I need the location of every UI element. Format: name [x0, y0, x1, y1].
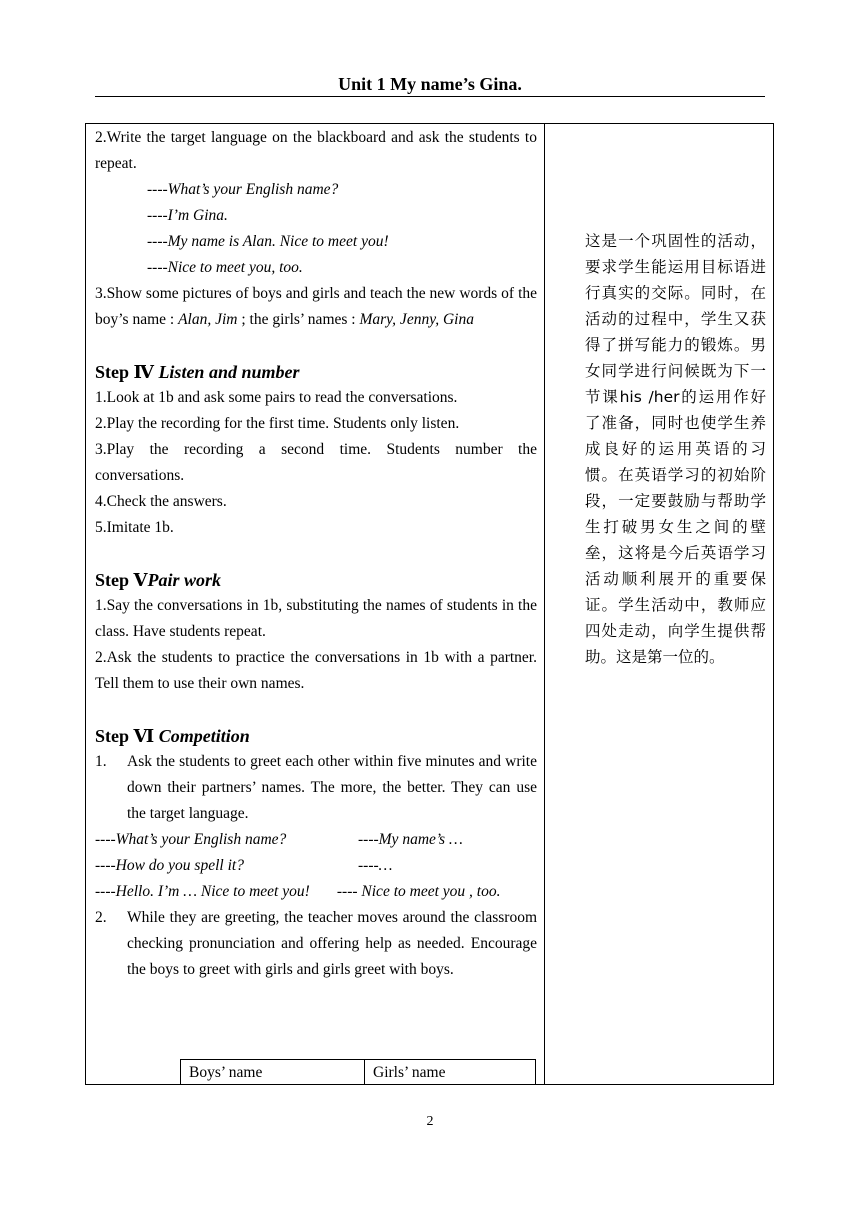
- step4-heading: [95, 359, 537, 385]
- dialog-line: ----What’s your English name?: [147, 181, 339, 198]
- paragraph-write: 2.Write the target language on the blackboard and ask the students to repeat.: [95, 129, 537, 172]
- comment-column: [554, 228, 766, 670]
- dialog-line: ----What’s your English name?: [95, 831, 287, 848]
- names-table: [180, 1059, 536, 1085]
- dialog-row: [95, 827, 537, 853]
- list-item: 3.Play the recording a second time. Students number the conversations.: [95, 441, 537, 484]
- column-divider: [544, 123, 545, 1085]
- procedure-column: [95, 125, 537, 983]
- dialog-line: ----My name’s …: [358, 831, 463, 848]
- dialog-line: ----Nice to meet you, too.: [147, 259, 303, 276]
- page-number: 2: [426, 1114, 434, 1129]
- item-number: 1.: [95, 753, 107, 770]
- item-text: While they are greeting, the teacher moves around the classroom checking pronunciation and offering help as needed. Encourage the boys to greet with girls and girls greet with boys.: [127, 909, 537, 978]
- step-title: Pair work: [147, 570, 221, 590]
- dialog-line: ----I’m Gina.: [147, 207, 228, 224]
- list-item: 2.Ask the students to practice the conversations in 1b with a partner. Tell them to use their own names.: [95, 649, 537, 692]
- step-title: Listen and number: [158, 362, 300, 382]
- list-item: [95, 905, 537, 983]
- girls-name-header: Girls’ name: [373, 1064, 446, 1081]
- page-header-title: Unit 1 My name’s Gina.: [338, 74, 522, 94]
- dialog-line: ----How do you spell it?: [95, 857, 244, 874]
- dialog-line: ----…: [358, 857, 393, 874]
- list-item: 2.Play the recording for the first time. Students only listen.: [95, 415, 460, 432]
- paragraph-show: [95, 281, 537, 333]
- list-item: 5.Imitate 1b.: [95, 519, 174, 536]
- header-rule: [95, 96, 765, 97]
- dialog-line: ----Hello. I’m … Nice to meet you! ---- Nice to meet you , too.: [95, 883, 501, 900]
- boys-names: Alan, Jim: [178, 311, 238, 328]
- step6-heading: [95, 723, 537, 749]
- show-text-b: ; the girls’ names :: [237, 311, 360, 328]
- girls-names: Mary, Jenny, Gina: [359, 311, 474, 328]
- list-item: 1.Say the conversations in 1b, substituting the names of students in the class. Have students repeat.: [95, 597, 537, 640]
- step-label: Step Ⅳ: [95, 362, 159, 382]
- step-label: Step Ⅵ: [95, 726, 159, 746]
- list-item: [95, 749, 537, 827]
- comment-text: 这是一个巩固性的活动，要求学生能运用目标语进行真实的交际。同时，在活动的过程中，学生又获得了拼写能力的锻炼。男女同学进行问候既为下一节课his /her的运用作好了准备，同时也使学生养成良好的运用英语的习惯。在英语学习的初始阶段，一定要鼓励与帮助学生打破男女生之间的壁垒，这将是今后英语学习活动顺利展开的重要保证。学生活动中，教师应四处走动，向学生提供帮助。这是第一位的。: [585, 232, 766, 666]
- list-item: 1.Look at 1b and ask some pairs to read the conversations.: [95, 389, 458, 406]
- step-title: Competition: [158, 726, 250, 746]
- dialog-line: ----My name is Alan. Nice to meet you!: [147, 233, 389, 250]
- list-item: 4.Check the answers.: [95, 493, 227, 510]
- dialog-row: [95, 853, 537, 879]
- boys-name-header: Boys’ name: [181, 1060, 365, 1085]
- item-number: 2.: [95, 909, 107, 926]
- show-text-a: 3.Show some pictures of boys and girls and teach the new words of the boy’s name :: [95, 285, 537, 328]
- step5-heading: [95, 567, 537, 593]
- item-text: Ask the students to greet each other within five minutes and write down their partners’ names. The more, the better. They can use the target language.: [127, 753, 537, 822]
- step-label: Step Ⅴ: [95, 570, 148, 590]
